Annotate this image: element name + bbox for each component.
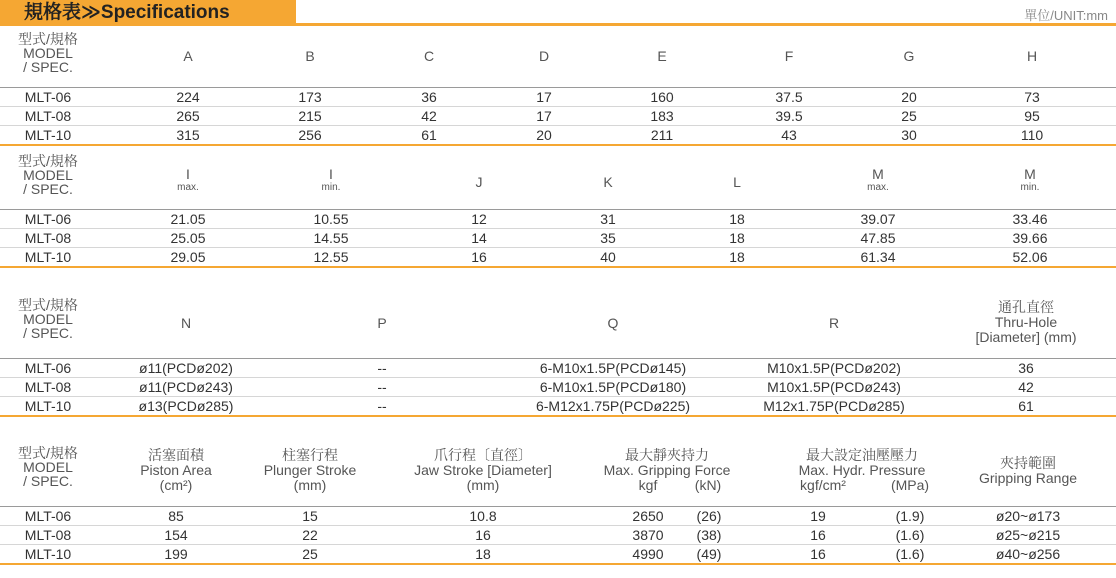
table-header [0,152,1116,210]
cell: 199 [164,546,188,562]
cell: 154 [164,527,188,543]
header-pressure-kgf: kgf/cm² [800,477,846,493]
title-underline [296,23,1116,26]
header-gripping-force-kgf: kgf [638,477,658,493]
header-f: F [784,48,794,64]
cell: 39.66 [1012,230,1048,246]
cell: 110 [1020,127,1044,143]
header-piston-area: 活塞面積 Piston Area (cm²) [140,447,212,493]
cell: 16 [471,249,487,265]
cell: -- [377,398,387,414]
cell: 315 [176,127,200,143]
cell: ø11(PCDø243) [139,379,233,395]
header-n: N [180,315,192,331]
cell: 20 [901,89,917,105]
cell: 22 [302,527,318,543]
header-a: A [183,48,193,64]
model-name: MLT-06 [24,508,72,524]
cell: 21.05 [170,211,206,227]
table-row [0,126,1116,146]
cell: 33.46 [1012,211,1048,227]
table-row [0,507,1116,526]
cell: 173 [298,89,322,105]
cell: 18 [729,230,745,246]
cell: 36 [421,89,437,105]
model-name: MLT-10 [24,127,72,143]
cell: 12 [471,211,487,227]
cell: 52.06 [1012,249,1048,265]
header-gripping-force-kn: (kN) [694,477,722,493]
cell: 256 [298,127,322,143]
cell: 18 [729,249,745,265]
model-name: MLT-10 [24,398,72,414]
model-spec-label: 型式/規格 MODEL / SPEC. [18,31,78,75]
cell: -- [377,379,387,395]
cell: 6-M10x1.5P(PCDø145) [539,360,687,376]
cell: 61.34 [860,249,896,265]
header-q: Q [607,315,619,331]
cell: M10x1.5P(PCDø202) [767,360,901,376]
cell: 42 [1018,379,1034,395]
model-name: MLT-06 [24,360,72,376]
header-plunger-stroke: 柱塞行程 Plunger Stroke (mm) [263,447,357,493]
title-bar [0,0,1116,26]
cell: 160 [650,89,674,105]
model-name: MLT-10 [24,249,72,265]
cell: 36 [1018,360,1034,376]
model-name: MLT-06 [24,89,72,105]
cell: 265 [176,108,200,124]
header-pressure-mpa: (MPa) [890,477,930,493]
table-row [0,107,1116,126]
header-k: K [603,174,613,190]
cell: 16 [810,546,826,562]
cell: 25 [901,108,917,124]
header-jaw-stroke: 爪行程〔直徑〕 Jaw Stroke [Diameter] (mm) [414,447,552,493]
table-row [0,378,1116,397]
header-thru-hole: 通孔直徑 Thru-Hole [Diameter] (mm) [975,299,1077,345]
header-j: J [475,174,483,190]
model-name: MLT-08 [24,527,72,543]
table-row [0,359,1116,378]
cell: 95 [1024,108,1040,124]
cell: 14.55 [313,230,349,246]
cell: 30 [901,127,917,143]
header-gripping-range: 夾持範圍 Gripping Range [978,455,1078,486]
cell: (1.9) [895,508,925,524]
cell: 35 [600,230,616,246]
table-row [0,248,1116,268]
cell: 18 [475,546,491,562]
model-spec-label: 型式/規格 MODEL / SPEC. [18,445,78,489]
header-e: E [657,48,667,64]
cell: 6-M10x1.5P(PCDø180) [539,379,687,395]
model-name: MLT-08 [24,108,72,124]
model-name: MLT-08 [24,230,72,246]
cell: 211 [650,127,674,143]
model-name: MLT-10 [24,546,72,562]
cell: 20 [536,127,552,143]
header-g: G [903,48,915,64]
model-name: MLT-06 [24,211,72,227]
cell: 73 [1024,89,1040,105]
cell: 15 [302,508,318,524]
model-spec-label: 型式/規格 MODEL / SPEC. [18,153,78,197]
header-b: B [305,48,315,64]
cell: 3870 [632,527,664,543]
cell: ø40~ø256 [995,546,1061,562]
cell: (1.6) [895,546,925,562]
table-row [0,397,1116,417]
cell: 224 [176,89,200,105]
cell: (26) [696,508,722,524]
cell: ø13(PCDø285) [138,398,234,414]
cell: (1.6) [895,527,925,543]
header-i-max: I max. [177,166,199,193]
model-spec-label: 型式/規格 MODEL / SPEC. [18,297,78,341]
cell: M10x1.5P(PCDø243) [767,379,901,395]
cell: 16 [810,527,826,543]
header-m-max: M max. [867,166,889,193]
cell: 2650 [632,508,664,524]
cell: 25 [302,546,318,562]
header-m-min: M min. [1020,166,1040,193]
cell: (49) [696,546,722,562]
table-row [0,545,1116,565]
cell: 183 [650,108,674,124]
cell: 14 [471,230,487,246]
model-name: MLT-08 [24,379,72,395]
cell: 4990 [632,546,664,562]
header-gripping-force: 最大靜夾持力 Max. Gripping Force [603,447,731,478]
header-p: P [377,315,387,331]
table-row [0,88,1116,107]
cell: 18 [729,211,745,227]
cell: 16 [475,527,491,543]
cell: 43 [781,127,797,143]
table-header [0,292,1116,359]
cell: (38) [696,527,722,543]
header-d: D [538,48,550,64]
cell: 6-M12x1.75P(PCDø225) [535,398,691,414]
page-title: 規格表≫Specifications [0,0,296,26]
header-h: H [1026,48,1038,64]
cell: 39.5 [775,108,803,124]
cell: 37.5 [775,89,803,105]
cell: 61 [1018,398,1034,414]
cell: 31 [600,211,616,227]
cell: 61 [421,127,437,143]
cell: 47.85 [860,230,896,246]
cell: 40 [600,249,616,265]
cell: 12.55 [313,249,349,265]
cell: 29.05 [170,249,206,265]
cell: ø20~ø173 [995,508,1061,524]
table-row [0,526,1116,545]
cell: 19 [810,508,826,524]
cell: -- [377,360,387,376]
header-hydraulic-pressure: 最大設定油壓壓力 Max. Hydr. Pressure [798,447,926,478]
cell: ø11(PCDø202) [139,360,233,376]
cell: ø25~ø215 [995,527,1061,543]
unit-label: 單位/UNIT:mm [1024,8,1108,23]
table-header [0,440,1116,507]
table-row [0,210,1116,229]
cell: 215 [298,108,322,124]
cell: 25.05 [170,230,206,246]
cell: 17 [536,108,552,124]
header-i-min: I min. [321,166,341,193]
header-r: R [828,315,840,331]
cell: 85 [168,508,184,524]
table-row [0,229,1116,248]
cell: 39.07 [860,211,896,227]
cell: 10.8 [469,508,497,524]
cell: 10.55 [313,211,349,227]
cell: 17 [536,89,552,105]
header-l: L [733,174,741,190]
table-header [0,30,1116,88]
header-c: C [423,48,435,64]
cell: M12x1.75P(PCDø285) [763,398,905,414]
cell: 42 [421,108,437,124]
